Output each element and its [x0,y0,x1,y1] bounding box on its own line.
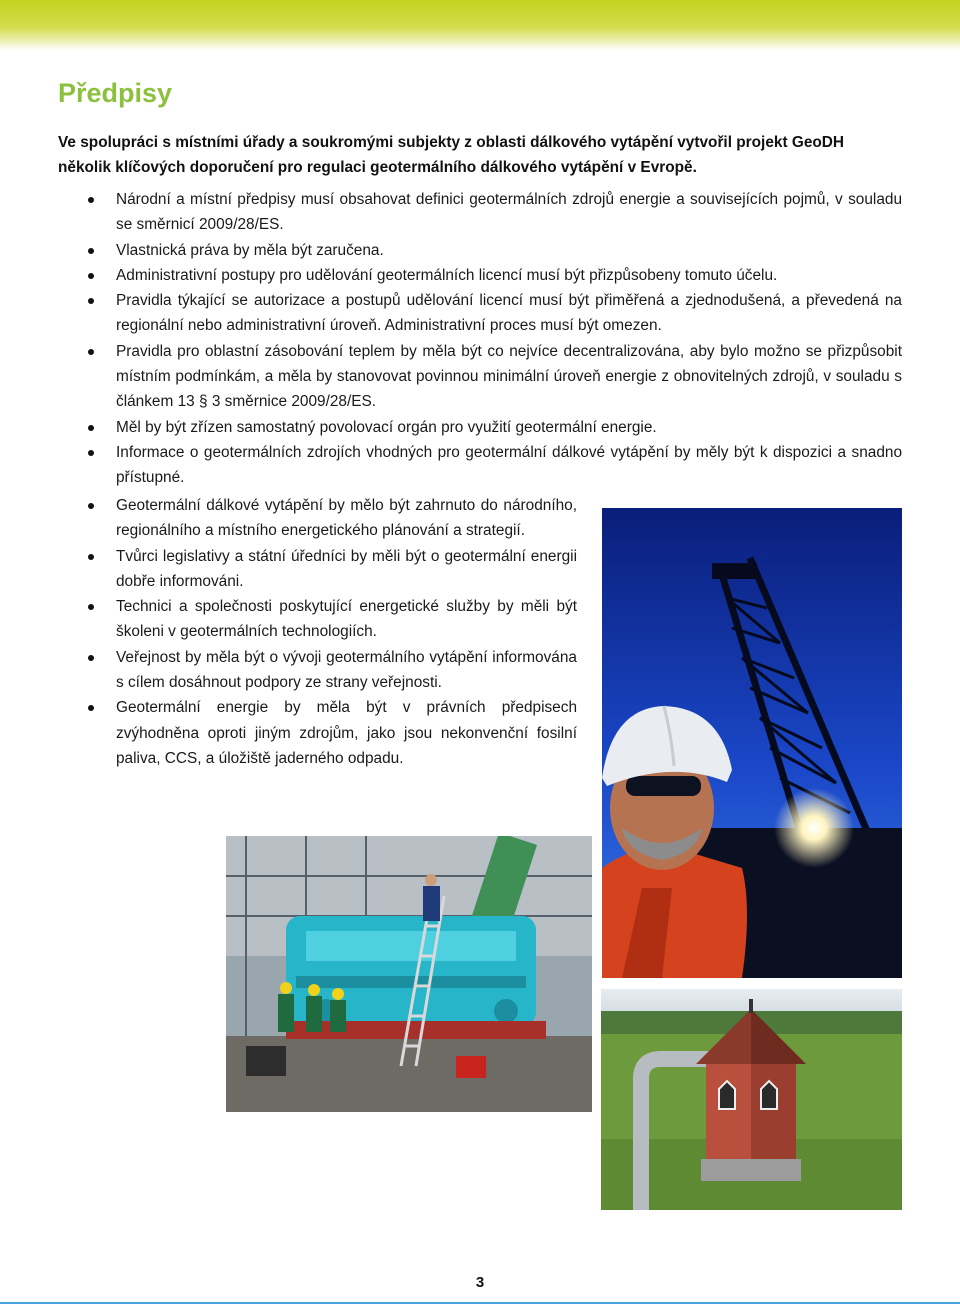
recommendations-list-continued [58,493,577,771]
list-item: Pravidla pro oblastní zásobování teplem by měla být co nejvíce decentralizována, aby bylo možno se přizpůsobit místním podmínkám, a měla by stanovovat povinnou minimální úroveň energie z obnovitelných zdrojů, v souladu s článkem 13 § 3 směrnice 2009/28/ES. [58,339,902,415]
list-item: Vlastnická práva by měla být zaručena. [58,238,902,263]
list-item: Informace o geotermálních zdrojích vhodných pro geotermální dálkové vytápění by měly být k dispozici a snadno přístupné. [58,440,902,491]
list-item: Měl by být zřízen samostatný povolovací orgán pro využití geotermální energie. [58,415,902,440]
bottom-rule [0,1302,960,1304]
list-item: Tvůrci legislativy a státní úředníci by měli být o geotermální energii dobře informováni. [58,544,577,595]
list-item: Veřejnost by měla být o vývoji geotermálního vytápění informována s cílem dosáhnout podpory ze strany veřejnosti. [58,645,577,696]
page-number: 3 [475,1274,485,1291]
list-item: Pravidla týkající se autorizace a postupů udělování licencí musí být přiměřená a zjednodušená, a převedená na regionální nebo administrativní úroveň. Administrativní proces musí být omezen. [58,288,902,339]
top-color-band [0,0,960,50]
list-item: Národní a místní předpisy musí obsahovat definici geotermálních zdrojů energie a souvisejících pojmů, v souladu se směrnicí 2009/28/ES. [58,187,902,238]
list-item: Geotermální dálkové vytápění by mělo být zahrnuto do národního, regionálního a místního energetického plánování a strategií. [58,493,577,544]
plant-equipment-photo [226,836,592,1112]
page-title: Předpisy [58,78,173,108]
wellhead-hut-photo [601,989,902,1210]
list-item: Geotermální energie by měla být v právních předpisech zvýhodněna oproti jiným zdrojům, jako jsou nekonvenční fosilní paliva, CCS, a úložiště jaderného odpadu. [58,695,577,771]
intro-paragraph: Ve spolupráci s místními úřady a soukromými subjekty z oblasti dálkového vytápění vytvořil projekt GeoDH několik klíčových doporučení pro regulaci geotermálního dálkového vytápění v Evropě. [58,134,845,176]
list-item: Technici a společnosti poskytující energetické služby by měli být školeni v geotermálních technologiích. [58,594,577,645]
drilling-rig-photo [602,508,902,978]
recommendations-list [58,187,902,491]
list-item: Administrativní postupy pro udělování geotermálních licencí musí být přizpůsobeny tomuto účelu. [58,263,902,288]
